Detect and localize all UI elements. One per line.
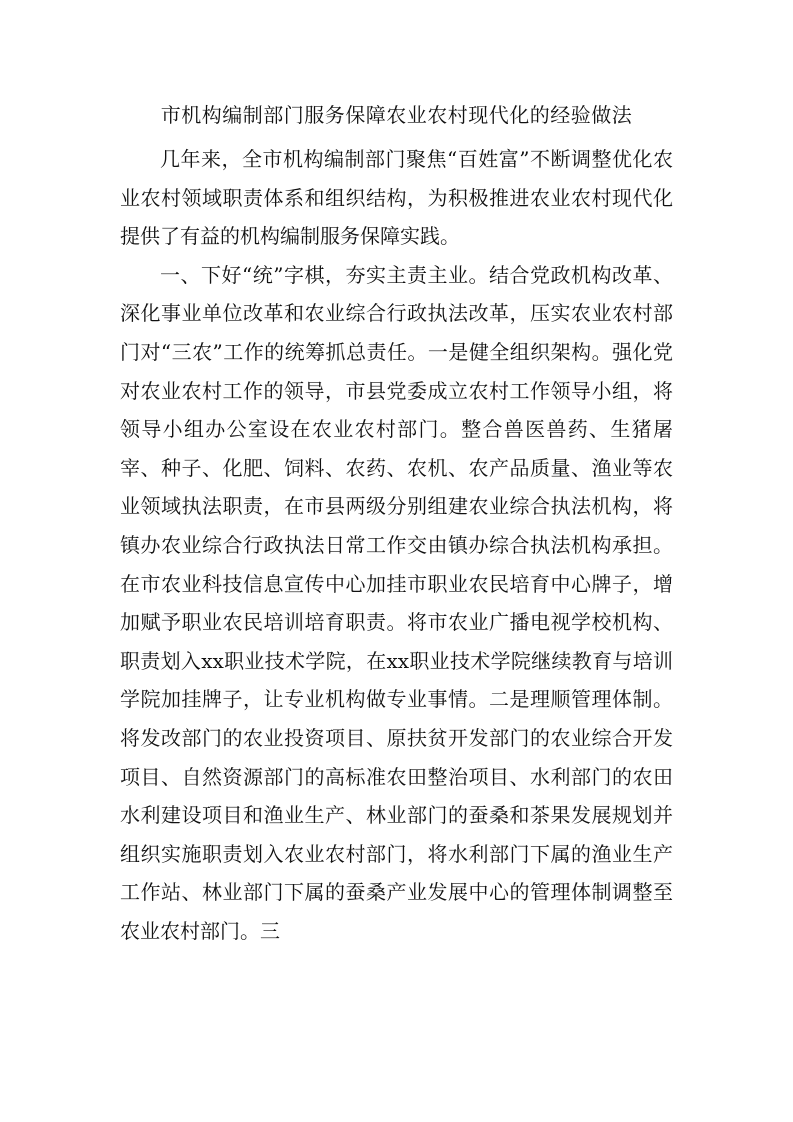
document-title: 市机构编制部门服务保障农业农村现代化的经验做法 — [160, 103, 633, 127]
document-body — [120, 140, 673, 950]
paragraph-intro: 几年来，全市机构编制部门聚焦“百姓富”不断调整优化农业农村领域职责体系和组织结构，为积极推进农业农村现代化提供了有益的机构编制服务保障实践。 — [120, 147, 673, 249]
paragraph-section-one: 一、下好“统”字棋，夯实主责主业。结合党政机构改革、深化事业单位改革和农业综合行政执法改革，压实农业农村部门对“三农”工作的统筹抓总责任。一是健全组织架构。强化党对农业农村工作的领导，市县党委成立农村工作领导小组，将领导小组办公室设在农业农村部门。整合兽医兽药、生猪屠宰、种子、化肥、饲料、农药、农机、农产品质量、渔业等农业领域执法职责，在市县两级分别组建农业综合执法机构，将镇办农业综合行政执法日常工作交由镇办综合执法机构承担。在市农业科技信息宣传中心加挂市职业农民培育中心牌子，增加赋予职业农民培训培育职责。将市农业广播电视学校机构、职责划入xx职业技术学院，在xx职业技术学院继续教育与培训学院加挂牌子，让专业机构做专业事情。二是理顺管理体制。将发改部门的农业投资项目、原扶贫开发部门的农业综合开发项目、自然资源部门的高标准农田整治项目、水利部门的农田水利建设项目和渔业生产、林业部门的蚕桑和茶果发展规划并组织实施职责划入农业农村部门，将水利部门下属的渔业生产工作站、林业部门下属的蚕桑产业发展中心的管理体制调整至农业农村部门。三 — [120, 262, 673, 943]
